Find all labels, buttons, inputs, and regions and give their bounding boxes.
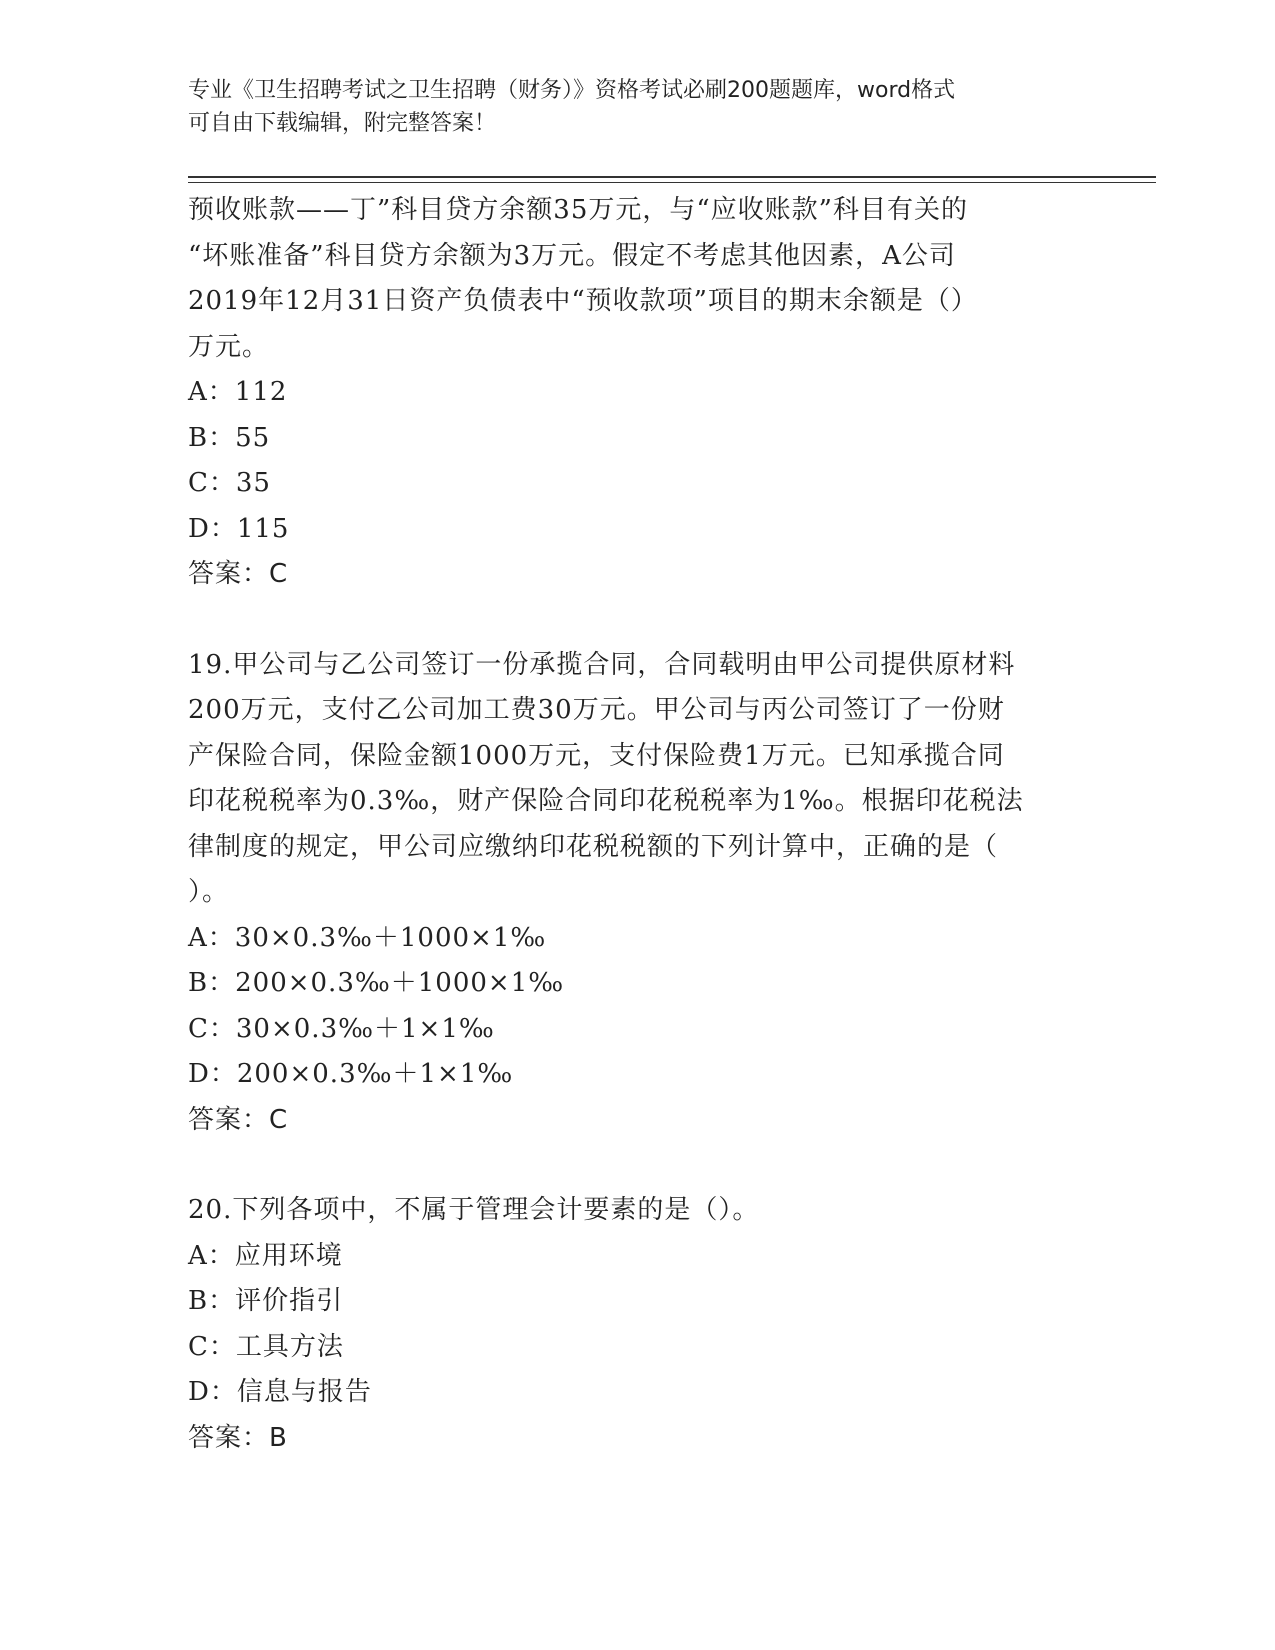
question-20-option-a: A：应用环境 xyxy=(188,1240,343,1271)
question-19-option-a: A：30×0.3‰＋1000×1‰ xyxy=(188,922,547,953)
question-20-option-c: C：工具方法 xyxy=(188,1331,344,1362)
question-19-text-line: ）。 xyxy=(188,877,230,907)
spacer xyxy=(188,1143,1088,1188)
question-19-text-line: 200万元，支付乙公司加工费30万元。甲公司与丙公司签订了一份财 xyxy=(188,695,1005,725)
question-19-text-line: 律制度的规定，甲公司应缴纳印花税税额的下列计算中，正确的是（ xyxy=(188,831,999,862)
question-18 xyxy=(188,188,1088,598)
question-18-option-c: C：35 xyxy=(188,468,271,498)
document-header xyxy=(188,74,1068,140)
question-18-option-b: B：55 xyxy=(188,422,271,453)
question-20-text-line: 20.下列各项中，不属于管理会计要素的是（）。 xyxy=(188,1195,760,1225)
question-18-text-line: 万元。 xyxy=(188,331,270,362)
header-line-2: 可自由下载编辑，附完整答案！ xyxy=(188,111,497,136)
question-19-option-c: C：30×0.3‰＋1×1‰ xyxy=(188,1013,495,1044)
header-rule-thin xyxy=(188,182,1156,183)
question-19-text-line: 印花税税率为0.3‰，财产保险合同印花税税率为1‰。根据印花税法 xyxy=(188,786,1024,816)
question-20-option-b: B：评价指引 xyxy=(188,1286,344,1316)
question-19 xyxy=(188,643,1088,1144)
question-19-option-b: B：200×0.3‰＋1000×1‰ xyxy=(188,968,565,998)
question-18-option-a: A：112 xyxy=(188,377,288,407)
question-19-text-line: 19.甲公司与乙公司签订一份承揽合同，合同载明由甲公司提供原材料 xyxy=(188,649,1016,680)
question-18-text-line: 2019年12月31日资产负债表中“预收款项”项目的期末余额是（） xyxy=(188,286,978,316)
question-18-option-d: D：115 xyxy=(188,513,290,544)
question-20-answer: 答案：B xyxy=(188,1422,288,1453)
header-rule-thick xyxy=(188,176,1156,178)
header-line-1: 专业《卫生招聘考试之卫生招聘（财务）》资格考试必刷200题题库，word格式 xyxy=(188,78,956,103)
question-19-text-line: 产保险合同，保险金额1000万元，支付保险费1万元。已知承揽合同 xyxy=(188,740,1005,771)
question-20 xyxy=(188,1188,1088,1461)
question-19-option-d: D：200×0.3‰＋1×1‰ xyxy=(188,1059,514,1089)
spacer xyxy=(188,598,1088,643)
question-18-text-line: “坏账准备”科目贷方余额为3万元。假定不考虑其他因素，A公司 xyxy=(188,240,956,271)
question-18-answer: 答案：C xyxy=(188,559,289,589)
question-content xyxy=(188,188,1088,1461)
question-18-text-line: 预收账款——丁”科目贷方余额35万元，与“应收账款”科目有关的 xyxy=(188,195,968,225)
question-20-option-d: D：信息与报告 xyxy=(188,1377,372,1407)
question-19-answer: 答案：C xyxy=(188,1104,289,1135)
